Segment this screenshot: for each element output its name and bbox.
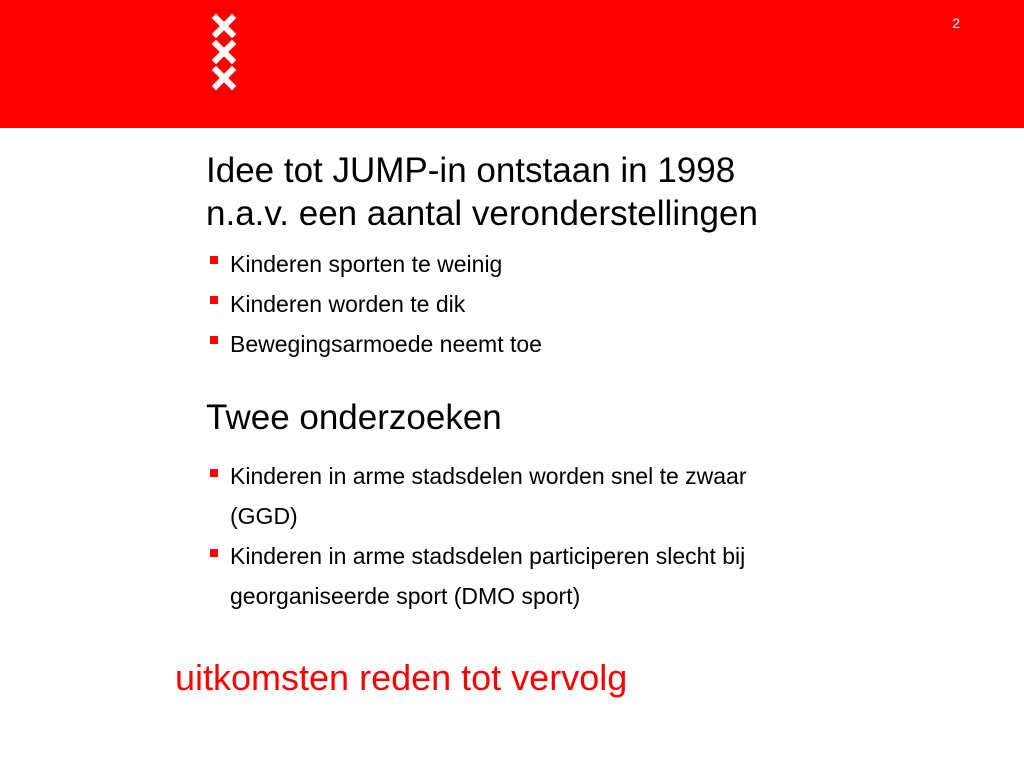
assumptions-list — [206, 244, 542, 364]
list-item-text-line-2: (GGD) — [230, 503, 298, 529]
list-item — [206, 244, 542, 284]
list-item-text-line-1: Kinderen in arme stadsdelen participeren slecht bij — [230, 543, 746, 569]
bullet-square-icon — [210, 469, 218, 477]
research-list — [206, 456, 906, 616]
list-item-text: Bewegingsarmoede neemt toe — [230, 331, 542, 357]
list-item — [206, 536, 906, 616]
list-item — [206, 284, 542, 324]
bullet-square-icon — [210, 336, 218, 344]
list-item-text: Kinderen sporten te weinig — [230, 251, 503, 277]
bullet-square-icon — [210, 549, 218, 557]
header-banner — [0, 0, 1024, 128]
conclusion-text: uitkomsten reden tot vervolg — [175, 657, 628, 698]
slide-title — [206, 149, 758, 235]
list-item-text: Kinderen worden te dik — [230, 291, 466, 317]
title-line-1: Idee tot JUMP-in ontstaan in 1998 — [206, 151, 736, 190]
title-line-2: n.a.v. een aantal veronderstellingen — [206, 194, 758, 233]
list-item — [206, 456, 906, 536]
bullet-square-icon — [210, 256, 218, 264]
bullet-square-icon — [210, 296, 218, 304]
section-heading: Twee onderzoeken — [206, 398, 502, 437]
slide-number: 2 — [952, 15, 960, 31]
list-item-text-line-2: georganiseerde sport (DMO sport) — [230, 583, 581, 609]
list-item-text-line-1: Kinderen in arme stadsdelen worden snel te zwaar — [230, 463, 747, 489]
amsterdam-xxx-crosses-icon — [206, 12, 246, 92]
list-item — [206, 324, 542, 364]
